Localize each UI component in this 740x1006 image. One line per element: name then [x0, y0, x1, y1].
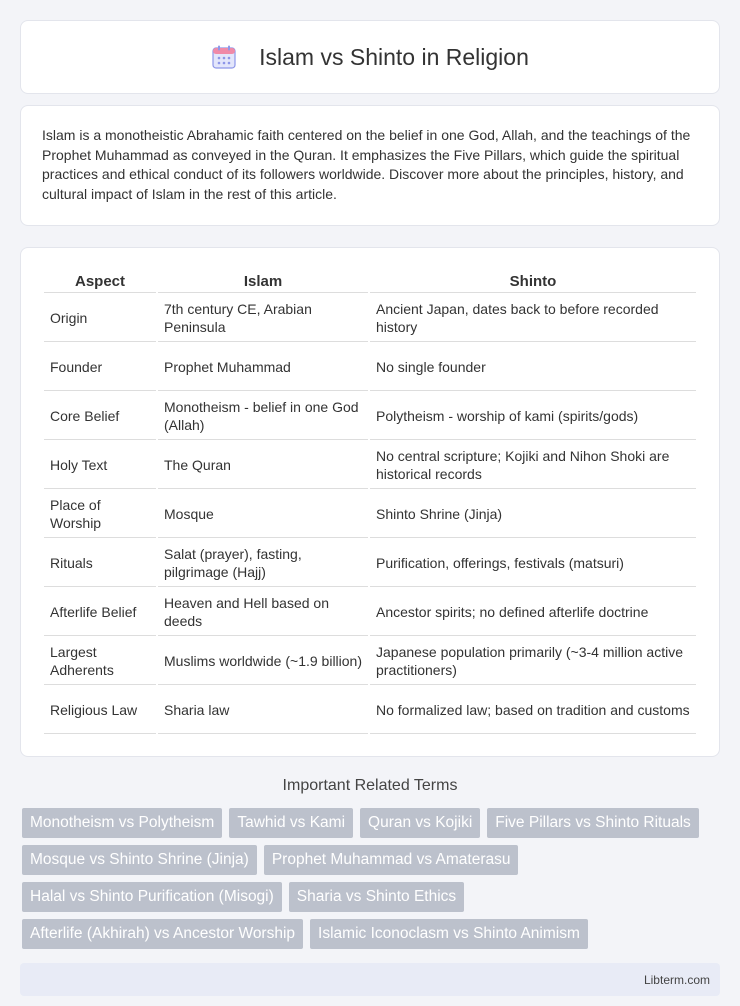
table-cell-shinto: Japanese population primarily (~3-4 million active practitioners) — [370, 638, 696, 685]
table-cell-aspect: Place of Worship — [44, 491, 156, 538]
table-cell-aspect: Largest Adherents — [44, 638, 156, 685]
column-header-aspect: Aspect — [44, 270, 156, 293]
table-cell-shinto: Ancestor spirits; no defined afterlife doctrine — [370, 589, 696, 636]
table-cell-aspect: Origin — [44, 295, 156, 342]
table-cell-islam: Salat (prayer), fasting, pilgrimage (Hajj) — [158, 540, 368, 587]
footer — [20, 963, 720, 996]
table-cell-islam: Sharia law — [158, 687, 368, 734]
related-term-tag[interactable]: Monotheism vs Polytheism — [22, 808, 222, 838]
page-title: Islam vs Shinto in Religion — [259, 43, 529, 70]
intro-card — [20, 105, 720, 226]
column-header-shinto: Shinto — [370, 270, 696, 293]
table-cell-shinto: Polytheism - worship of kami (spirits/gods) — [370, 393, 696, 440]
related-term-tag[interactable]: Five Pillars vs Shinto Rituals — [487, 808, 699, 838]
table-cell-aspect: Holy Text — [44, 442, 156, 489]
table-cell-aspect: Religious Law — [44, 687, 156, 734]
table-cell-islam: Mosque — [158, 491, 368, 538]
table-cell-shinto: Purification, offerings, festivals (matsuri) — [370, 540, 696, 587]
table-cell-islam: Monotheism - belief in one God (Allah) — [158, 393, 368, 440]
related-term-tag[interactable]: Halal vs Shinto Purification (Misogi) — [22, 882, 282, 912]
table-cell-islam: 7th century CE, Arabian Peninsula — [158, 295, 368, 342]
table-cell-aspect: Rituals — [44, 540, 156, 587]
intro-text: Islam is a monotheistic Abrahamic faith centered on the belief in one God, Allah, and the teachings of the Prophet Muhammad as conveyed in the Quran. It emphasizes the Five Pillars, which guide the spiritual practices and ethical conduct of its followers worldwide. Discover more about the principles, history, and cultural impact of Islam in the rest of this article. — [42, 127, 691, 202]
column-header-islam: Islam — [158, 270, 368, 293]
related-term-tag[interactable]: Islamic Iconoclasm vs Shinto Animism — [310, 919, 588, 949]
table-cell-islam: Heaven and Hell based on deeds — [158, 589, 368, 636]
calendar-icon — [211, 44, 237, 70]
related-term-tag[interactable]: Sharia vs Shinto Ethics — [289, 882, 464, 912]
table-row — [44, 393, 696, 440]
table-cell-shinto: No central scripture; Kojiki and Nihon Shoki are historical records — [370, 442, 696, 489]
table-header-row — [44, 270, 696, 293]
table-row — [44, 687, 696, 734]
table-cell-islam: Prophet Muhammad — [158, 344, 368, 391]
table-cell-aspect: Afterlife Belief — [44, 589, 156, 636]
table-row — [44, 344, 696, 391]
related-terms-title: Important Related Terms — [282, 777, 458, 795]
related-term-tag[interactable]: Quran vs Kojiki — [360, 808, 480, 838]
comparison-table — [42, 268, 698, 736]
table-row — [44, 442, 696, 489]
related-terms-list — [22, 808, 718, 956]
table-cell-islam: The Quran — [158, 442, 368, 489]
table-row — [44, 491, 696, 538]
footer-site-link[interactable]: Libterm.com — [643, 972, 710, 987]
related-term-tag[interactable]: Mosque vs Shinto Shrine (Jinja) — [22, 845, 257, 875]
table-cell-shinto: Shinto Shrine (Jinja) — [370, 491, 696, 538]
related-term-tag[interactable]: Prophet Muhammad vs Amaterasu — [264, 845, 519, 875]
table-row — [44, 295, 696, 342]
comparison-table-card — [20, 247, 720, 757]
table-row — [44, 589, 696, 636]
table-cell-shinto: Ancient Japan, dates back to before recorded history — [370, 295, 696, 342]
related-term-tag[interactable]: Afterlife (Akhirah) vs Ancestor Worship — [22, 919, 303, 949]
table-cell-islam: Muslims worldwide (~1.9 billion) — [158, 638, 368, 685]
table-cell-aspect: Founder — [44, 344, 156, 391]
table-cell-aspect: Core Belief — [44, 393, 156, 440]
table-row — [44, 540, 696, 587]
table-row — [44, 638, 696, 685]
header-card — [20, 20, 720, 94]
table-cell-shinto: No single founder — [370, 344, 696, 391]
table-cell-shinto: No formalized law; based on tradition and customs — [370, 687, 696, 734]
related-term-tag[interactable]: Tawhid vs Kami — [229, 808, 353, 838]
